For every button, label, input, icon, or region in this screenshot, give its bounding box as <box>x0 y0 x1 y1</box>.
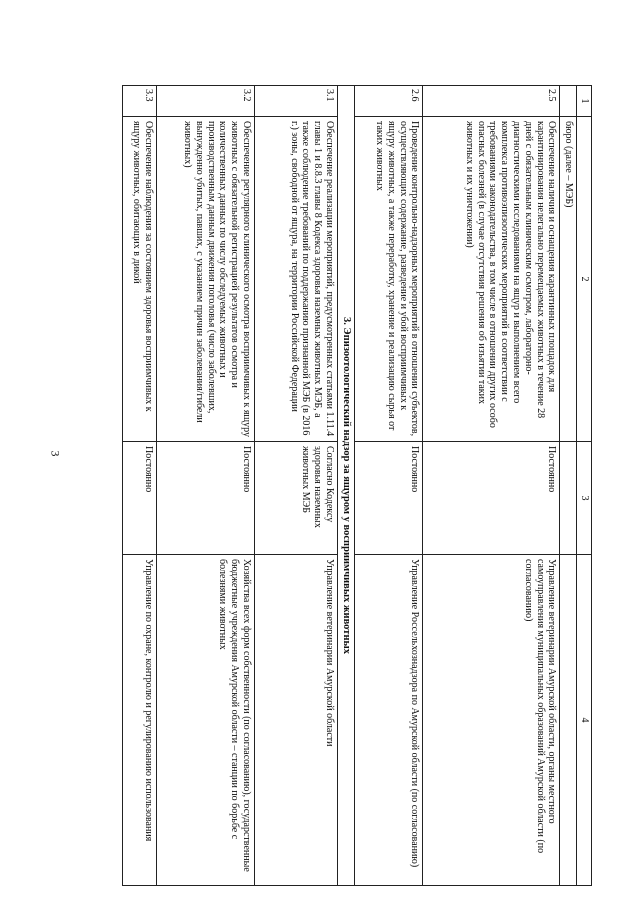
item-term: Постоянно <box>123 442 157 555</box>
item-term: Согласно Кодексу здоровья наземных животных МЭБ <box>255 442 338 555</box>
item-term: Постоянно <box>355 442 423 555</box>
item-term <box>560 442 577 555</box>
item-executor: Управление ветеринарии Амурской области <box>255 555 338 886</box>
header-col-4: 4 <box>577 555 592 886</box>
header-col-2: 2 <box>577 117 592 442</box>
page-number: 3 <box>48 450 63 457</box>
table-row <box>123 86 157 886</box>
section-row <box>338 86 355 886</box>
item-term: Постоянно <box>423 442 560 555</box>
item-number: 3.3 <box>123 86 157 117</box>
item-executor: Управление по охране, контролю и регулированию использования <box>123 555 157 886</box>
table-row <box>423 86 560 886</box>
section-title: 3. Эпизоотологический надзор за ящуром у восприимчивых животных <box>338 86 355 886</box>
table-row <box>255 86 338 886</box>
item-action: Обеспечение наблюдения за состоянием здоровья восприимчивых к ящуру животных, обитающих в дикой <box>123 117 157 442</box>
item-term: Постоянно <box>157 442 255 555</box>
item-action: Проведение контрольно-надзорных мероприятий в отношении субъектов, осуществляющих содержание, разведение и убой восприимчивых к ящуру животных, а также переработку, хранение и реализацию сырья от таких животных <box>355 117 423 442</box>
item-executor: Управление Россельхознадзора по Амурской области (по согласованию) <box>355 555 423 886</box>
header-col-1: 1 <box>577 86 592 117</box>
item-number: 3.1 <box>255 86 338 117</box>
item-executor: Управление ветеринарии Амурской области, органы местного самоуправления муниципальных образований Амурской области (по согласованию) <box>423 555 560 886</box>
item-action: Обеспечение реализации мероприятий, предусмотренных статьями 1.11.4 главы 1 и 8.8.3 главы 8 Кодекса здоровья наземных животных МЭБ, а также соблюдение требований по поддержанию признанной МЭБ (в 2016 г.) зоны, свободной от ящура, на территории Российской Федерации <box>255 117 338 442</box>
item-action: бюро (далее – МЭБ) <box>560 117 577 442</box>
measures-table <box>122 85 592 886</box>
item-executor <box>560 555 577 886</box>
table-row <box>157 86 255 886</box>
table-row <box>355 86 423 886</box>
header-col-3: 3 <box>577 442 592 555</box>
item-action: Обеспечение регулярного клинического осмотра восприимчивых к ящуру животных с обязательной регистрацией результатов осмотра и количественных данных по числу обследуемых животных и производственным данным движения поголовья (число заболевших, вынужденно убитых, павших, с указанием причин заболевания/гибели животных) <box>157 117 255 442</box>
item-number: 3.2 <box>157 86 255 117</box>
table-header-row <box>577 86 592 886</box>
item-action: Обеспечение наличия и оснащения карантинных площадок для карантинирования нелегально перемещаемых животных в течение 28 дней с обязательным клиническим осмотром, лабораторно-диагностическими исследованиями на ящур и выполнением всего комплекса противоэпизоотических мероприятий в соответствии с требованиями законодательства, в том числе в отношении других особо опасных болезней (в случае отсутствия решения об изъятии таких животных и их уничтожении) <box>423 117 560 442</box>
measures-table-wrapper <box>119 85 592 885</box>
item-number <box>560 86 577 117</box>
table-row <box>560 86 577 886</box>
item-number: 2.6 <box>355 86 423 117</box>
item-executor: Хозяйства всех форм собственности (по согласованию), государственные бюджетные учреждения Амурской области – станции по борьбе с болезнями животных <box>157 555 255 886</box>
item-number: 2.5 <box>423 86 560 117</box>
